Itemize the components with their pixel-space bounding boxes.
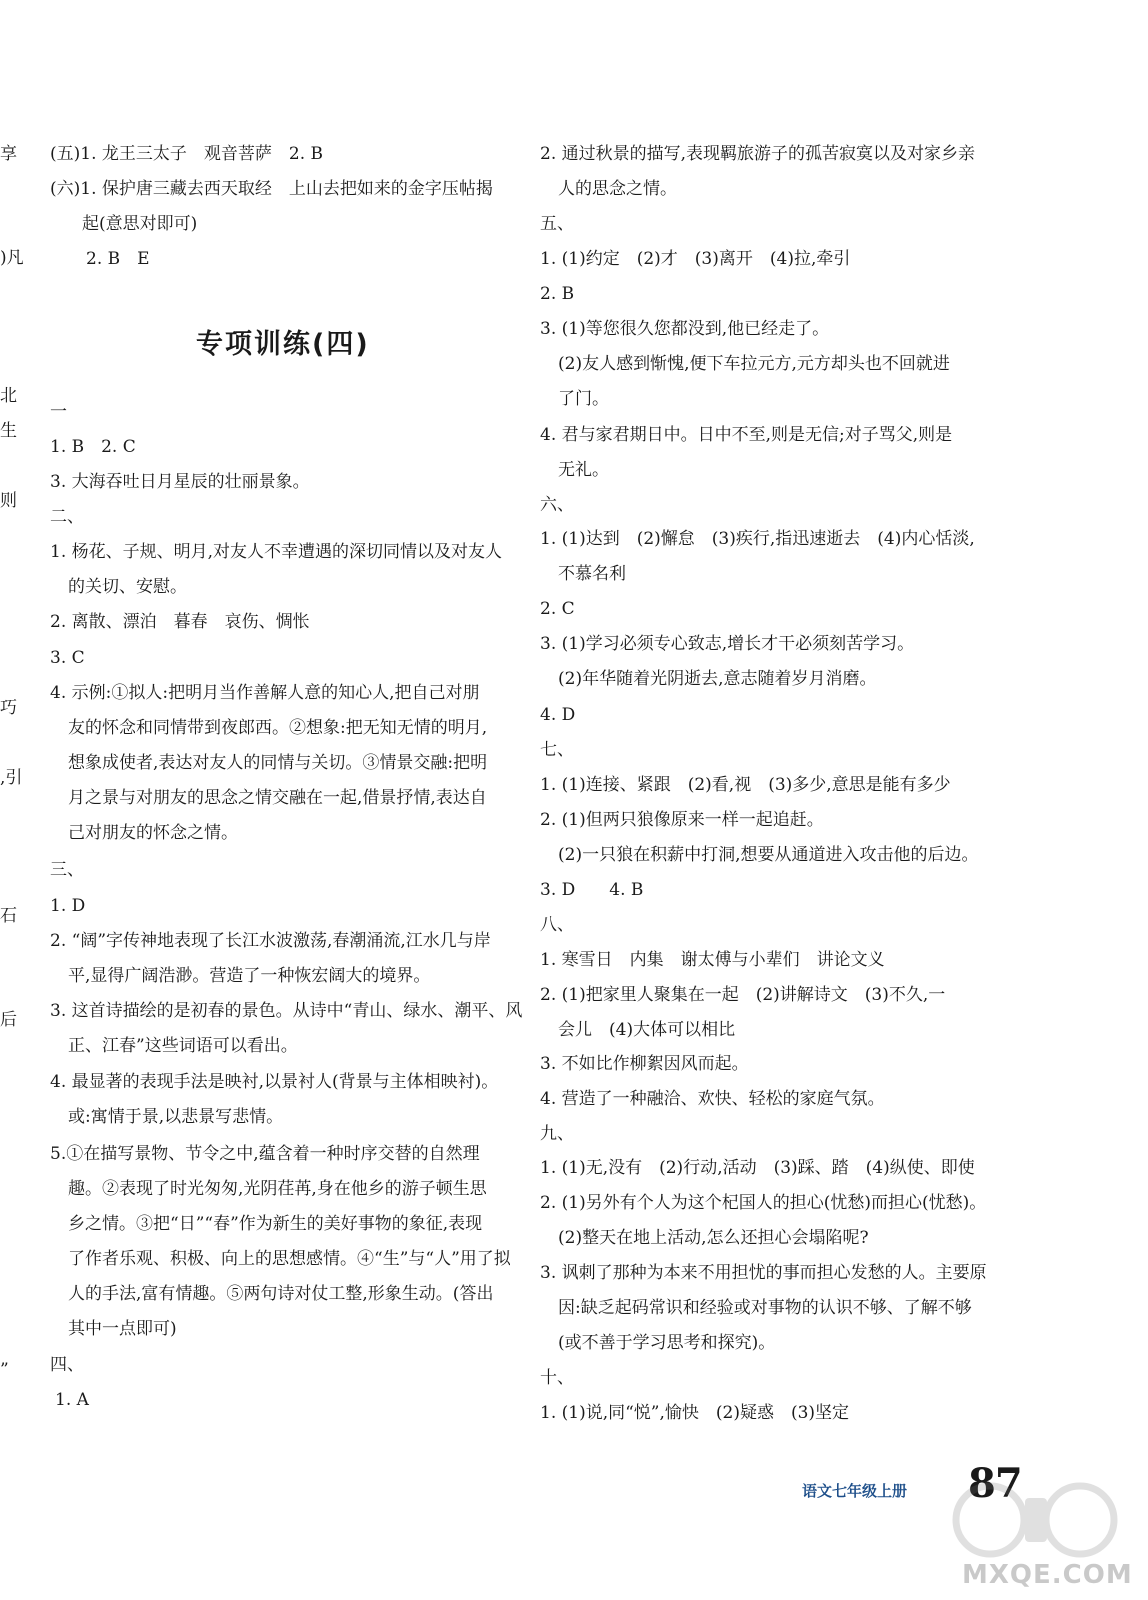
answer-line: 趣。②表现了时光匆匆,光阴荏苒,身在他乡的游子顿生思: [68, 1179, 487, 1199]
edge-fragment: 后: [0, 1010, 17, 1030]
edge-fragment: ”: [0, 1360, 9, 1380]
answer-line: 乡之情。③把“日”“春”作为新生的美好事物的象征,表现: [68, 1214, 483, 1234]
answer-line: (或不善于学习思考和探究)。: [558, 1333, 776, 1353]
answer-line: (五)1. 龙王三太子 观音菩萨 2. B: [50, 144, 324, 164]
answer-line: 己对朋友的怀念之情。: [68, 823, 238, 843]
section-heading: 三、: [50, 860, 84, 880]
edge-fragment: 北: [0, 386, 17, 406]
answer-line: 或:寓情于景,以悲景写悲情。: [68, 1107, 284, 1127]
answer-line: 起(意思对即可): [82, 214, 198, 234]
answer-line: 1. D: [50, 896, 86, 916]
answer-line: 2. (1)另外有个人为这个杞国人的担心(忧愁)而担心(忧愁)。: [540, 1193, 987, 1213]
section-heading: 二、: [50, 507, 84, 527]
answer-line: 4. 营造了一种融洽、欢快、轻松的家庭气氛。: [540, 1089, 885, 1109]
answer-line: 2. 离散、漂泊 暮春 哀伤、惆怅: [50, 612, 310, 632]
section-heading: 六、: [540, 495, 574, 515]
section-heading: 一: [50, 402, 67, 422]
answer-line: 3. 讽刺了那种为本来不用担忧的事而担心发愁的人。主要原: [540, 1263, 987, 1283]
answer-line: 4. 最显著的表现手法是映衬,以景衬人(背景与主体相映衬)。: [50, 1072, 499, 1092]
answer-line: 友的怀念和同情带到夜郎西。②想象:把无知无情的明月,: [68, 718, 488, 738]
answer-line: 其中一点即可): [68, 1319, 177, 1339]
edge-fragment: 享: [0, 144, 17, 164]
edge-fragment: 则: [0, 491, 17, 511]
answer-line: 3. 这首诗描绘的是初春的景色。从诗中“青山、绿水、潮平、风: [50, 1001, 523, 1021]
answer-line: 3. 不如比作柳絮因风而起。: [540, 1054, 749, 1074]
answer-line: 了门。: [558, 389, 609, 409]
answer-line: 2. “阔”字传神地表现了长江水波激荡,春潮涌流,江水几与岸: [50, 931, 491, 951]
answer-line: 1. (1)连接、紧跟 (2)看,视 (3)多少,意思是能有多少: [540, 775, 951, 795]
edge-fragment: )凡: [0, 248, 24, 268]
answer-line: 3. D 4. B: [540, 880, 644, 900]
answer-line: 的关切、安慰。: [68, 577, 187, 597]
page-number: 87: [968, 1460, 1022, 1507]
answer-line: 3. 大海吞吐日月星辰的壮丽景象。: [50, 472, 310, 492]
answer-line: 5.①在描写景物、节令之中,蕴含着一种时序交替的自然理: [50, 1144, 480, 1164]
answer-line: 1. 寒雪日 内集 谢太傅与小辈们 讲论文义: [540, 950, 885, 970]
answer-line: 4. 示例:①拟人:把明月当作善解人意的知心人,把自己对朋: [50, 683, 480, 703]
answer-line: 2. C: [540, 599, 575, 619]
section-heading: 九、: [540, 1124, 574, 1144]
answer-line: 1. (1)无,没有 (2)行动,活动 (3)踩、踏 (4)纵使、即使: [540, 1158, 975, 1178]
answer-line: 人的手法,富有情趣。⑤两句诗对仗工整,形象生动。(答出: [68, 1284, 494, 1304]
answer-line: 3. (1)学习必须专心致志,增长才干必须刻苦学习。: [540, 634, 915, 654]
section-title: 专项训练(四): [196, 329, 370, 360]
section-heading: 五、: [540, 214, 574, 234]
edge-fragment: 石: [0, 906, 17, 926]
book-label: 语文七年级上册: [802, 1482, 908, 1500]
answer-line: 1. (1)达到 (2)懈怠 (3)疾行,指迅速逝去 (4)内心恬淡,: [540, 529, 975, 549]
answer-line: (2)一只狼在积薪中打洞,想要从通道进入攻击他的后边。: [558, 845, 979, 865]
section-heading: 八、: [540, 915, 574, 935]
section-heading: 四、: [50, 1355, 84, 1375]
answer-line: 2. B: [540, 284, 575, 304]
answer-line: (六)1. 保护唐三藏去西天取经 上山去把如来的金字压帖揭: [50, 179, 493, 199]
answer-line: 月之景与对朋友的思念之情交融在一起,借景抒情,表达自: [68, 788, 487, 808]
edge-fragment: 生: [0, 421, 17, 441]
answer-line: 人的思念之情。: [558, 179, 677, 199]
answer-line: 1. 杨花、子规、明月,对友人不幸遭遇的深切同情以及对友人: [50, 542, 503, 562]
answer-line: 1. B 2. C: [50, 437, 136, 457]
edge-fragment: ,引: [0, 768, 23, 788]
answer-line: 正、江春”这些词语可以看出。: [68, 1036, 298, 1056]
answer-line: 因:缺乏起码常识和经验或对事物的认识不够、了解不够: [558, 1298, 972, 1318]
answer-line: 3. C: [50, 648, 85, 668]
answer-line: 了作者乐观、积极、向上的思想感情。④“生”与“人”用了拟: [68, 1249, 511, 1269]
answer-line: 不慕名利: [558, 564, 626, 584]
answer-line: 4. D: [540, 705, 576, 725]
answer-line: 平,显得广阔浩渺。营造了一种恢宏阔大的境界。: [68, 966, 431, 986]
answer-line: 1. (1)约定 (2)才 (3)离开 (4)拉,牵引: [540, 249, 851, 269]
answer-line: 3. (1)等您很久您都没到,他已经走了。: [540, 319, 830, 339]
answer-line: 1. A: [55, 1390, 89, 1410]
answer-line: 2. 通过秋景的描写,表现羁旅游子的孤苦寂寞以及对家乡亲: [540, 144, 976, 164]
answer-line: (2)整天在地上活动,怎么还担心会塌陷呢?: [558, 1228, 869, 1248]
answer-line: 2. B E: [86, 249, 150, 269]
answer-line: 无礼。: [558, 460, 609, 480]
edge-fragment: 巧: [0, 698, 17, 718]
answer-line: 想象成使者,表达对友人的同情与关切。③情景交融:把明: [68, 753, 488, 773]
answer-line: 2. (1)但两只狼像原来一样一起追赶。: [540, 810, 824, 830]
answer-line: 2. (1)把家里人聚集在一起 (2)讲解诗文 (3)不久,一: [540, 985, 946, 1005]
answer-line: (2)年华随着光阴逝去,意志随着岁月消磨。: [558, 669, 877, 689]
watermark-text: MXQE.COM: [962, 1560, 1133, 1590]
section-heading: 十、: [540, 1368, 574, 1388]
answer-line: 4. 君与家君期日中。日中不至,则是无信;对子骂父,则是: [540, 425, 953, 445]
section-heading: 七、: [540, 740, 574, 760]
answer-line: 会儿 (4)大体可以相比: [558, 1020, 736, 1040]
answer-line: (2)友人感到惭愧,便下车拉元方,元方却头也不回就进: [558, 354, 950, 374]
answer-line: 1. (1)说,同“悦”,愉快 (2)疑惑 (3)坚定: [540, 1403, 850, 1423]
